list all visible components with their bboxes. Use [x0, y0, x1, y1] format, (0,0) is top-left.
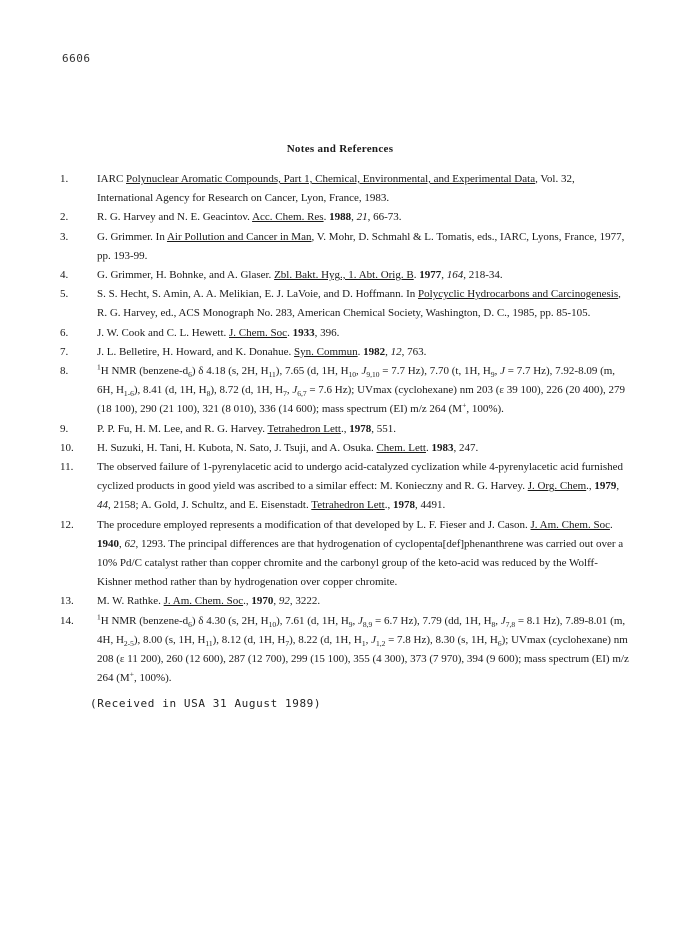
reference-segment: , 2158; A. Gold, J. Schultz, and E. Eisenstadt.: [108, 499, 312, 512]
subscript: 9: [490, 370, 495, 380]
reference-number: 5.: [60, 288, 69, 301]
journal-title: Syn. Commun: [294, 345, 358, 358]
reference-text: [97, 516, 630, 593]
reference-number: 11.: [60, 461, 74, 474]
reference-segment: ) δ 4.18 (s, 2H, H: [191, 365, 269, 378]
reference-segment: = 7.8 Hz), 8.30 (s, 1H, H: [385, 633, 498, 646]
reference-segment: ,: [494, 365, 501, 378]
reference-number: 9.: [60, 422, 69, 435]
reference-segment: .: [323, 211, 330, 224]
subscript: 8,9: [362, 619, 373, 629]
reference-text: [97, 324, 630, 343]
reference-text: [97, 458, 630, 516]
subscript: 6: [188, 370, 192, 380]
reference-number: 1.: [60, 173, 69, 185]
subscript: 2-5: [123, 639, 134, 649]
subscript: 6: [497, 639, 502, 649]
reference-segment: .,: [243, 595, 252, 608]
superscript: +: [462, 400, 467, 410]
year: 1982: [363, 345, 386, 358]
volume: 12: [390, 345, 402, 358]
reference-segment: The observed failure of 1-pyrenylacetic acid to undergo acid-catalyzed cyclization while 4-pyrenylacetic acid furnished cyclized products in good yield was ascribed to a similar effect: M. Konieczny and R. G. Harvey.: [97, 461, 624, 493]
reference-segment: ,: [119, 537, 125, 550]
journal-title: Tetrahedron Lett: [311, 499, 385, 512]
reference-segment: ,: [441, 269, 447, 282]
volume: J: [292, 384, 298, 397]
reference-text: [97, 343, 630, 362]
reference-item: [60, 612, 630, 689]
reference-segment: , 551.: [371, 422, 396, 435]
reference-segment: = 8.1 Hz), 7.89-8.01 (m, 4H, H: [97, 614, 626, 646]
reference-item: [60, 362, 630, 420]
reference-segment: ,: [273, 595, 279, 608]
reference-segment: ,: [352, 614, 359, 627]
journal-title: J. Am. Chem. Soc: [530, 518, 610, 531]
reference-segment: ,: [286, 384, 293, 397]
volume: J: [361, 365, 367, 378]
subscript: 7,8: [505, 619, 516, 629]
reference-segment: = 7.7 Hz), 7.70 (t, 1H, H: [379, 365, 491, 378]
journal-title: Zbl. Bakt. Hyg., 1. Abt. Orig. B: [274, 269, 414, 282]
superscript: 1: [97, 362, 101, 372]
subscript: 1-6: [123, 389, 134, 399]
reference-segment: H NMR (benzene-d: [100, 365, 189, 378]
reference-number: 8.: [60, 365, 69, 378]
subscript: 1,2: [375, 639, 386, 649]
reference-text: [97, 266, 630, 285]
subscript: 11: [268, 370, 276, 380]
reference-number: 10.: [60, 441, 74, 454]
reference-segment: = 6.7 Hz), 7.79 (dd, 1H, H: [372, 614, 492, 627]
year: 1977: [419, 269, 442, 282]
reference-number: 12.: [60, 518, 74, 531]
journal-title: Acc. Chem. Res: [252, 211, 324, 224]
reference-number: 7.: [60, 345, 69, 358]
reference-list: [60, 170, 630, 688]
reference-segment: ); UVmax (cyclohexane) nm 208 (ε 11 200), 260 (12 600), 287 (12 700), 299 (15 100), 355 (4 300), 373 (7 970), 394 (9 600); mass spectrum (EI) m/z 264 (M: [97, 633, 629, 685]
reference-segment: , Vol. 32, International Agency for Research on Cancer, Lyon, France, 1983.: [97, 173, 575, 205]
subscript: 6: [188, 619, 192, 629]
reference-item: [60, 516, 630, 593]
volume: J: [358, 614, 363, 627]
page-number: 6606: [62, 52, 91, 65]
reference-segment: M. W. Rathke.: [97, 595, 164, 608]
reference-text: [97, 362, 630, 420]
journal-title: J. Chem. Soc: [229, 326, 288, 339]
reference-text: [97, 612, 630, 689]
reference-segment: IARC: [97, 173, 127, 185]
subscript: 9: [348, 619, 353, 629]
subscript: 8: [206, 389, 211, 399]
reference-segment: , 3222.: [289, 595, 321, 608]
reference-item: [60, 458, 630, 516]
reference-item: [60, 170, 630, 208]
reference-segment: R. G. Harvey and N. E. Geacintov.: [97, 211, 253, 224]
reference-segment: .,: [340, 422, 350, 435]
reference-text: [97, 285, 630, 323]
section-title: Notes and References: [286, 143, 394, 155]
year: 1970: [251, 595, 274, 608]
reference-segment: H. Suzuki, H. Tani, H. Kubota, N. Sato, J. Tsuji, and A. Osuka.: [97, 441, 377, 454]
reference-segment: ), 8.00 (s, 1H, H: [133, 633, 206, 646]
reference-segment: ), 8.72 (d, 1H, H: [210, 384, 284, 397]
reference-item: [60, 208, 630, 227]
reference-segment: ), 7.61 (d, 1H, H: [276, 614, 349, 627]
reference-segment: , 66-73.: [367, 211, 402, 224]
reference-segment: = 7.6 Hz); UVmax (cyclohexane) nm 203 (ε 39 100), 226 (20 400), 279 (18 100), 290 (21 100), 321 (8 010), 336 (14 600); mass spectrum (EI) m/z 264 (M: [97, 384, 626, 416]
subscript: 10: [348, 370, 357, 380]
volume: 164: [446, 269, 464, 282]
subscript: 11: [205, 639, 213, 649]
journal-title: J. Am. Chem. Soc: [163, 595, 244, 608]
volume: 92: [278, 595, 290, 608]
volume: 21: [356, 211, 368, 224]
reference-segment: G. Grimmer, H. Bohnke, and A. Glaser.: [97, 269, 275, 282]
year: 1978: [393, 499, 415, 512]
volume: J: [500, 365, 505, 378]
reference-segment: G. Grimmer. In: [97, 230, 167, 243]
reference-number: 13.: [60, 595, 74, 608]
reference-segment: , 218-34.: [463, 269, 503, 282]
reference-segment: J. L. Belletire, H. Howard, and K. Donahue.: [97, 345, 295, 358]
reference-segment: .: [357, 345, 364, 358]
reference-item: [60, 343, 630, 362]
reference-segment: P. P. Fu, H. M. Lee, and R. G. Harvey.: [97, 422, 268, 435]
reference-segment: .,: [586, 480, 595, 493]
superscript: +: [129, 669, 134, 679]
journal-title: J. Org. Chem: [527, 480, 587, 493]
reference-segment: ,: [351, 211, 357, 224]
reference-number: 2.: [60, 211, 69, 224]
reference-segment: .: [287, 326, 293, 339]
reference-segment: , 4491.: [415, 499, 446, 512]
reference-segment: .: [425, 441, 432, 454]
reference-segment: ,: [385, 345, 391, 358]
reference-segment: ), 7.65 (d, 1H, H: [275, 365, 349, 378]
subscript: 6,7: [297, 389, 307, 399]
reference-item: [60, 420, 630, 439]
reference-text: [97, 208, 630, 227]
year: 1933: [292, 326, 315, 339]
reference-segment: = 7.7 Hz), 7.92-8.09 (m, 6H, H: [97, 365, 616, 397]
year: 1979: [594, 480, 617, 493]
subscript: 7: [283, 389, 287, 399]
reference-item: [60, 439, 630, 458]
reference-text: [97, 420, 630, 439]
reference-text: [97, 170, 630, 208]
reference-item: [60, 285, 630, 323]
volume: J: [500, 614, 506, 627]
reference-item: [60, 324, 630, 343]
reference-segment: , 247.: [453, 441, 479, 454]
reference-segment: , 100%).: [133, 672, 172, 685]
journal-title: Air Pollution and Cancer in Man: [166, 230, 312, 243]
journal-title: Chem. Lett: [376, 441, 426, 454]
superscript: 1: [97, 612, 101, 622]
year: 1983: [431, 441, 454, 454]
volume: 44: [97, 499, 108, 512]
reference-text: [97, 228, 630, 266]
volume: J: [371, 633, 376, 646]
reference-segment: ), 8.12 (d, 1H, H: [212, 633, 286, 646]
reference-segment: S. S. Hecht, S. Amin, A. A. Melikian, E. J. LaVoie, and D. Hoffmann. In: [97, 288, 419, 301]
reference-segment: , R. G. Harvey, ed., ACS Monograph No. 283, American Chemical Society, Washington, D. C., 1985, pp. 85-105.: [97, 288, 621, 320]
reference-segment: , V. Mohr, D. Schmahl & L. Tomatis, eds., IARC, Lyons, France, 1977, pp. 193-99.: [97, 230, 625, 262]
reference-segment: .,: [384, 499, 393, 512]
reference-number: 6.: [60, 326, 69, 339]
subscript: 1: [361, 639, 366, 649]
subscript: 9,10: [366, 370, 380, 380]
reference-text: [97, 439, 630, 458]
journal-title: Polynuclear Aromatic Compounds, Part 1, Chemical, Environmental, and Experimental Data: [126, 173, 536, 185]
reference-segment: H NMR (benzene-d: [100, 614, 189, 627]
reference-segment: ,: [356, 365, 362, 378]
year: 1978: [349, 422, 372, 435]
subscript: 10: [268, 619, 277, 629]
journal-title: Polycyclic Hydrocarbons and Carcinogenesis: [418, 288, 619, 301]
received-date: (Received in USA 31 August 1989): [90, 697, 322, 710]
journal-title: Tetrahedron Lett: [267, 422, 341, 435]
reference-segment: ,: [616, 480, 620, 493]
reference-item: [60, 592, 630, 611]
reference-item: [60, 228, 630, 266]
reference-segment: , 763.: [401, 345, 427, 358]
subscript: 7: [285, 639, 290, 649]
reference-segment: , 100%).: [466, 403, 504, 416]
reference-segment: J. W. Cook and C. L. Hewett.: [97, 326, 229, 339]
reference-segment: ) δ 4.30 (s, 2H, H: [191, 614, 269, 627]
reference-segment: ,: [365, 633, 372, 646]
reference-number: 4.: [60, 269, 69, 282]
subscript: 8: [491, 619, 496, 629]
volume: 62: [124, 537, 136, 550]
year: 1940: [97, 537, 119, 550]
reference-segment: ,: [495, 614, 501, 627]
reference-text: [97, 592, 630, 611]
year: 1988: [329, 211, 352, 224]
reference-segment: .: [413, 269, 420, 282]
reference-segment: , 396.: [314, 326, 340, 339]
reference-number: 14.: [60, 614, 74, 627]
reference-number: 3.: [60, 230, 69, 243]
reference-segment: ), 8.41 (d, 1H, H: [133, 384, 207, 397]
reference-item: [60, 266, 630, 285]
reference-segment: , 1293. The principal differences are that hydrogenation of cyclopenta[def]phenanthrene was carried out over a 10% Pd/C catalyst rather than copper chromite and the carbonyl group of the keto-acid was reduced by the Wolff-Kishner method rather than by hydrogenation over copper chromite.: [97, 537, 624, 589]
reference-segment: The procedure employed represents a modification of that developed by L. F. Fieser and J. Cason.: [97, 518, 531, 531]
reference-segment: .: [609, 518, 613, 531]
reference-segment: ), 8.22 (d, 1H, H: [289, 633, 362, 646]
